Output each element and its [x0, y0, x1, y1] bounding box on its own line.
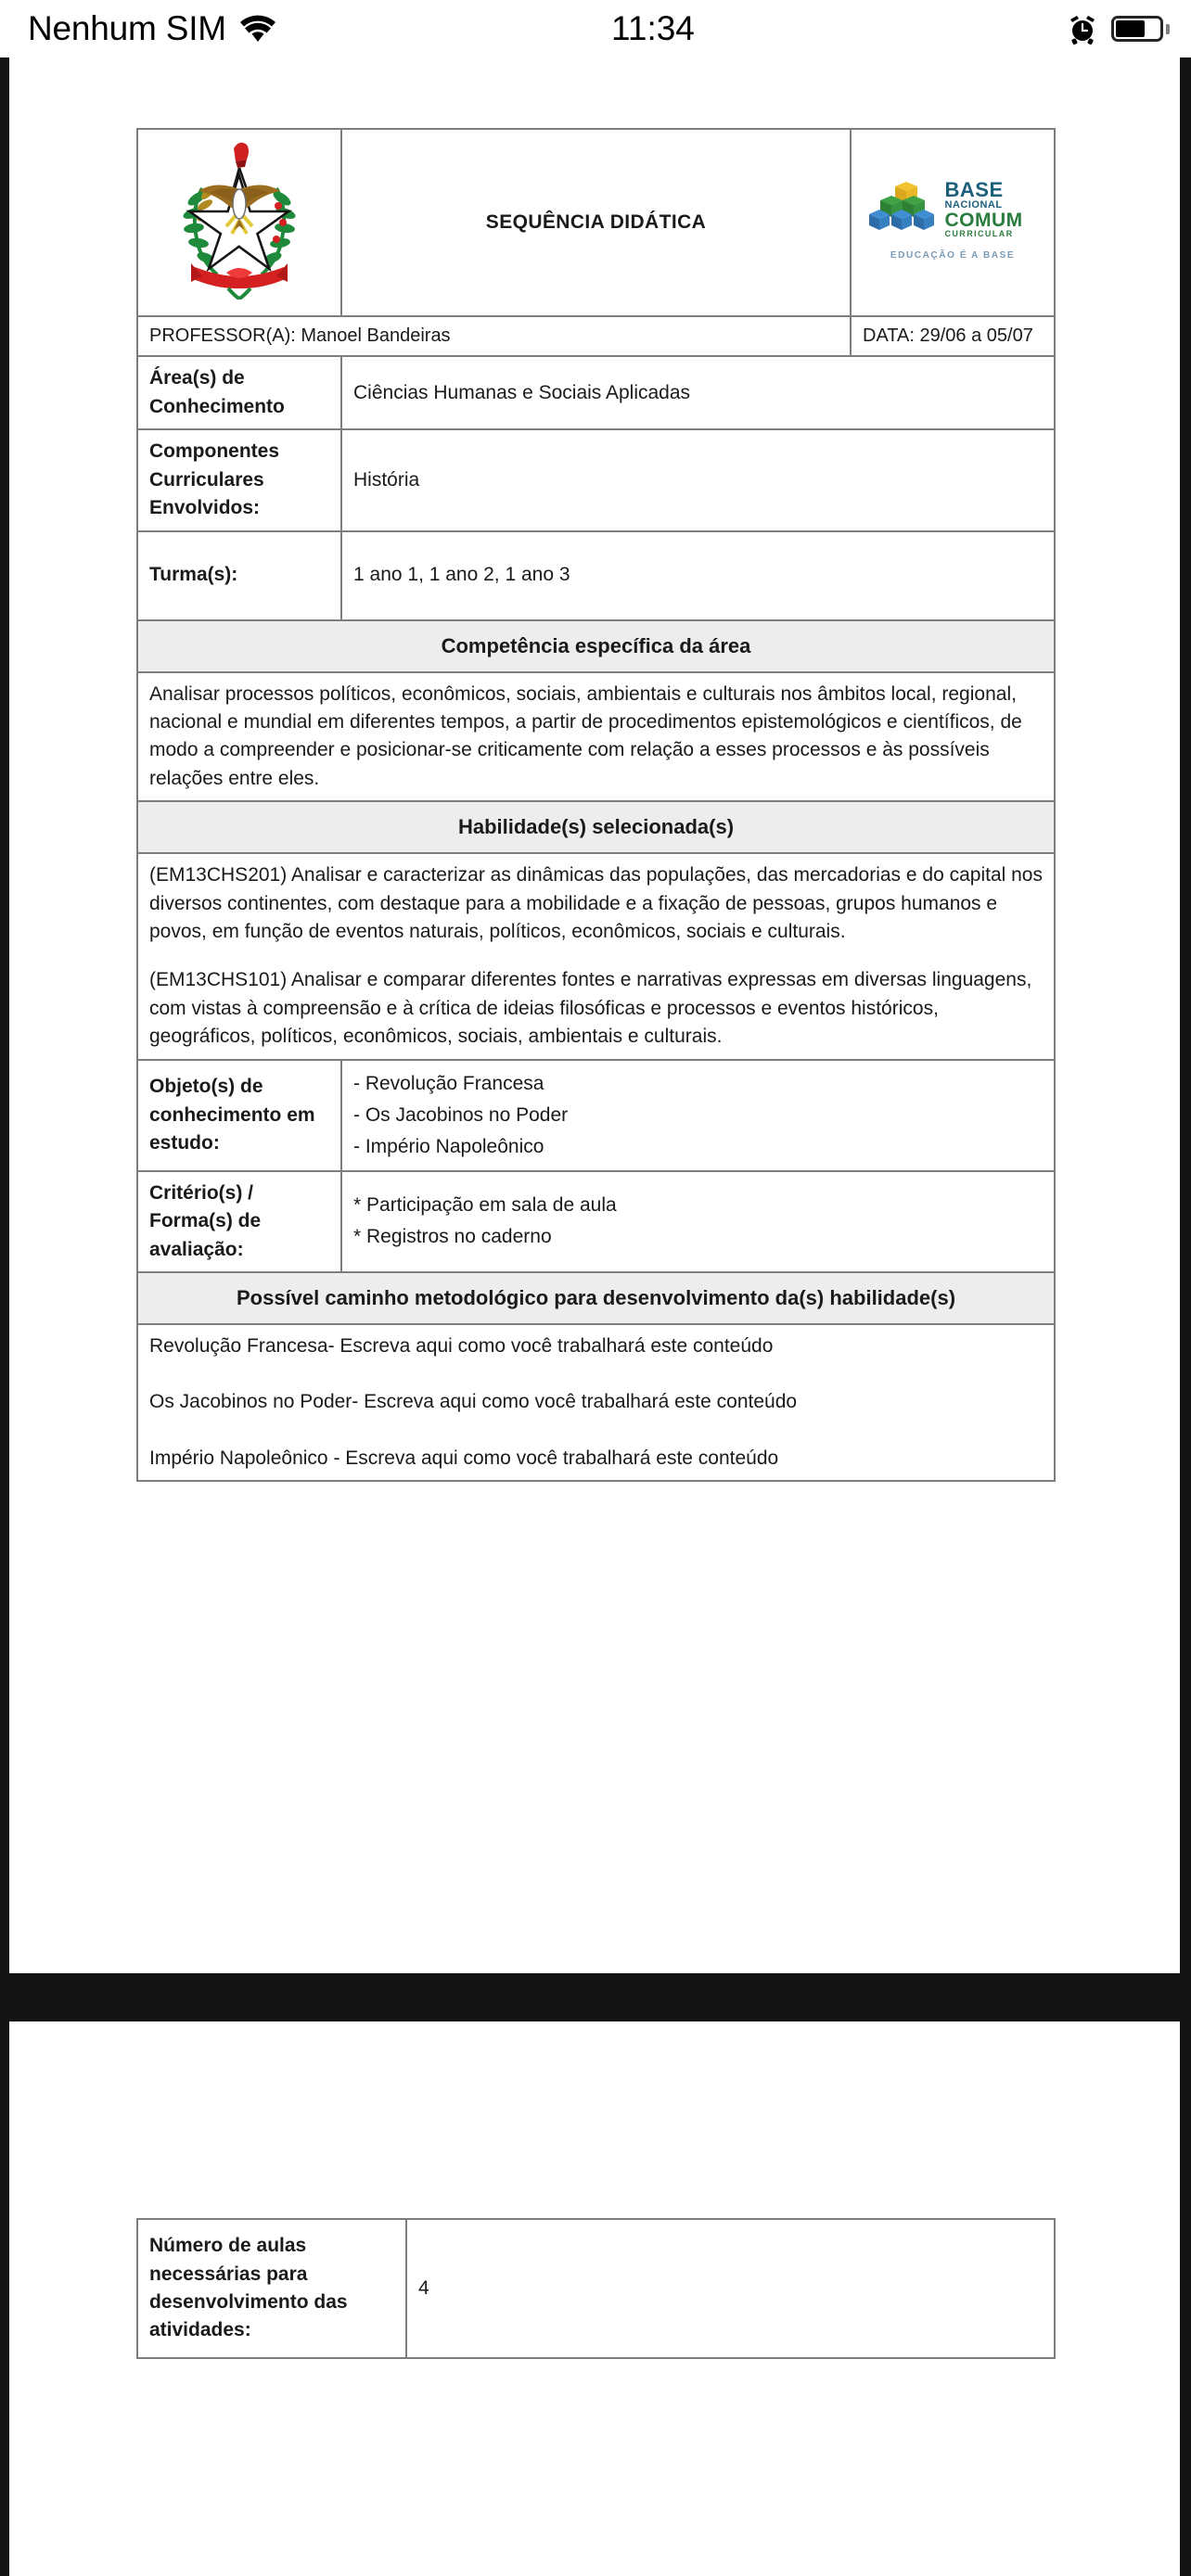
aulas-label: Número de aulas necessárias para desenvolvimento das atividades: [137, 2219, 406, 2358]
field-row-componentes [137, 429, 1055, 530]
document-viewer[interactable] [0, 57, 1191, 2576]
field-row-turmas [137, 531, 1055, 620]
metodologia-item: Revolução Francesa- Escreva aqui como você trabalhará este conteúdo [149, 1335, 774, 1358]
bncc-line-1: BASE [944, 177, 1004, 201]
field-row-objetos [137, 1060, 1055, 1171]
field-row-aulas [137, 2219, 1055, 2358]
criterios-label: Critério(s) / Forma(s) de avaliação: [137, 1171, 341, 1272]
objeto-item: - Revolução Francesa [353, 1072, 544, 1094]
habilidades-body [137, 853, 1055, 1060]
criterios-value [341, 1171, 1055, 1272]
section-heading-habilidades [137, 801, 1055, 853]
objetos-value [341, 1060, 1055, 1171]
turmas-value: 1 ano 1, 1 ano 2, 1 ano 3 [341, 531, 1055, 620]
santa-catarina-coat-of-arms-icon [174, 283, 304, 304]
bncc-logo-icon [867, 177, 1039, 266]
document-title: SEQUÊNCIA DIDÁTICA [341, 129, 851, 316]
section-heading-metodologia [137, 1272, 1055, 1324]
professor-field: PROFESSOR(A): Manoel Bandeiras [137, 316, 851, 356]
alarm-clock-icon [1067, 13, 1098, 45]
metodologia-item: Império Napoleônico - Escreva aqui como você trabalhará este conteúdo [149, 1447, 779, 1469]
bncc-tagline: EDUCAÇÃO É A BASE [890, 249, 1016, 261]
criterio-item: * Participação em sala de aula [353, 1194, 617, 1217]
bncc-line-4: CURRICULAR [944, 228, 1014, 238]
metodologia-heading: Possível caminho metodológico para desenvolvimento da(s) habilidade(s) [137, 1272, 1055, 1324]
habilidades-heading: Habilidade(s) selecionada(s) [137, 801, 1055, 853]
metodologia-item: Os Jacobinos no Poder- Escreva aqui como você trabalhará este conteúdo [149, 1391, 798, 1413]
aulas-value: 4 [406, 2219, 1055, 2358]
carrier-label: Nenhum SIM [28, 9, 226, 47]
status-bar [0, 0, 1191, 57]
turmas-label: Turma(s): [137, 531, 341, 620]
componentes-value: História [341, 429, 1055, 530]
clock-label: 11:34 [611, 9, 695, 47]
field-row-area [137, 356, 1055, 429]
document-header-row [137, 129, 1055, 316]
bncc-line-2: NACIONAL [944, 198, 1003, 210]
section-heading-competencia [137, 620, 1055, 672]
bncc-logo-cell [851, 129, 1055, 316]
competencia-heading: Competência específica da área [137, 620, 1055, 672]
area-value: Ciências Humanas e Sociais Aplicadas [341, 356, 1055, 429]
document-page-1 [9, 57, 1180, 1973]
bncc-line-3: COMUM [944, 209, 1023, 231]
status-bar-right [1067, 13, 1163, 45]
competencia-text: Analisar processos políticos, econômicos, sociais, ambientais e culturais nos âmbitos local, regional, nacional e mundial em diferentes tempos, a partir de procedimentos epistemológicos e científicos, de modo a compreender e posicionar-se criticamente com relação a esses processos e às possíveis relações entre eles. [137, 672, 1055, 802]
area-label: Área(s) de Conhecimento [137, 356, 341, 429]
field-row-criterios [137, 1171, 1055, 1272]
crest-cell [137, 129, 341, 316]
date-field: DATA: 29/06 a 05/07 [851, 316, 1055, 356]
section-body-habilidades [137, 853, 1055, 1060]
habilidade-item: (EM13CHS201) Analisar e caracterizar as dinâmicas das populações, das mercadorias e do capital nos diversos continentes, com destaque para a mobilidade e a fixação de pessoas, grupos humanos e povos, em função de eventos naturais, políticos, econômicos, sociais e culturais. [149, 864, 1043, 943]
habilidade-item: (EM13CHS101) Analisar e comparar diferentes fontes e narrativas expressas em diversas linguagens, com vistas à compreensão e à crítica de ideias filosóficas e processos e eventos históricos, geográficos, políticos, econômicos, sociais, ambientais e culturais. [149, 969, 1032, 1048]
objetos-label: Objeto(s) de conhecimento em estudo: [137, 1060, 341, 1171]
section-body-competencia [137, 672, 1055, 802]
criterio-item: * Registros no caderno [353, 1226, 552, 1248]
sequencia-didatica-table [136, 128, 1056, 1482]
objeto-item: - Os Jacobinos no Poder [353, 1103, 569, 1126]
teacher-row [137, 316, 1055, 356]
section-body-metodologia [137, 1324, 1055, 1481]
document-page-2 [9, 2021, 1180, 2576]
aulas-table [136, 2218, 1056, 2359]
objeto-item: - Império Napoleônico [353, 1135, 544, 1157]
componentes-label: Componentes Curriculares Envolvidos: [137, 429, 341, 530]
metodologia-body [137, 1324, 1055, 1481]
battery-icon [1111, 16, 1163, 42]
